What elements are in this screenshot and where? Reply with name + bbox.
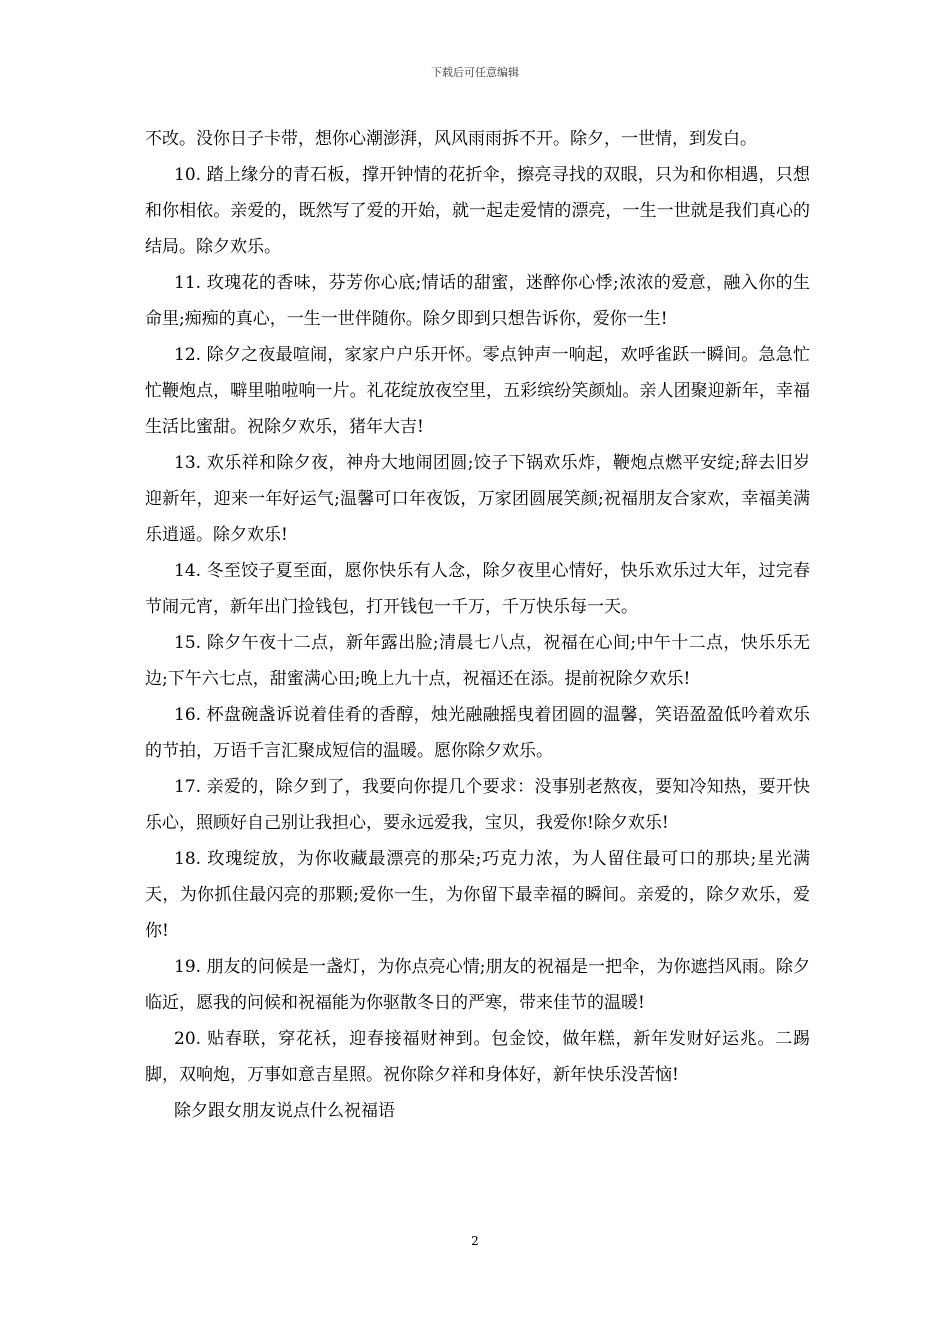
paragraph: 除夕跟女朋友说点什么祝福语 [174, 1101, 395, 1121]
paragraph: 13. 欢乐祥和除夕夜，神舟大地闹团圆;饺子下锅欢乐炸，鞭炮点燃平安绽;辞去旧岁迎新年，迎来一年好运气;温馨可口年夜饭，万家团圆展笑颜;祝福朋友合家欢，幸福美满乐逍遥。除夕欢乐! [145, 453, 810, 545]
paragraph: 17. 亲爱的，除夕到了，我要向你提几个要求：没事别老熬夜，要知冷知热，要开快乐心，照顾好自己别让我担心，要永远爱我，宝贝，我爱你!除夕欢乐! [145, 777, 810, 833]
page-number: 2 [471, 1234, 479, 1248]
paragraph: 12. 除夕之夜最喧闹，家家户户乐开怀。零点钟声一响起，欢呼雀跃一瞬间。急急忙忙鞭炮点，噼里啪啦响一片。礼花绽放夜空里，五彩缤纷笑颜灿。亲人团聚迎新年，幸福生活比蜜甜。祝除夕欢乐，猪年大吉! [145, 345, 810, 437]
paragraph: 19. 朋友的问候是一盏灯，为你点亮心情;朋友的祝福是一把伞，为你遮挡风雨。除夕临近，愿我的问候和祝福能为你驱散冬日的严寒，带来佳节的温暖! [145, 957, 810, 1013]
paragraph: 20. 贴春联，穿花袄，迎春接福财神到。包金饺，做年糕，新年发财好运兆。二踢脚，双响炮，万事如意吉星照。祝你除夕祥和身体好，新年快乐没苦恼! [145, 1029, 810, 1085]
paragraph: 15. 除夕午夜十二点，新年露出脸;清晨七八点，祝福在心间;中午十二点，快乐乐无边;下午六七点，甜蜜满心田;晚上九十点，祝福还在添。提前祝除夕欢乐! [145, 633, 810, 689]
paragraph: 14. 冬至饺子夏至面，愿你快乐有人念，除夕夜里心情好，快乐欢乐过大年，过完春节闹元宵，新年出门捡钱包，打开钱包一千万，千万快乐每一天。 [145, 561, 810, 617]
paragraph: 不改。没你日子卡带，想你心潮澎湃，风风雨雨拆不开。除夕，一世情，到发白。 [145, 129, 757, 149]
paragraph: 18. 玫瑰绽放，为你收藏最漂亮的那朵;巧克力浓，为人留住最可口的那块;星光满天，为你抓住最闪亮的那颗;爱你一生，为你留下最幸福的瞬间。亲爱的，除夕欢乐，爱你! [145, 849, 810, 941]
paragraph: 10. 踏上缘分的青石板，撑开钟情的花折伞，擦亮寻找的双眼，只为和你相遇，只想和你相依。亲爱的，既然写了爱的开始，就一起走爱情的漂亮，一生一世就是我们真心的结局。除夕欢乐。 [145, 165, 810, 257]
paragraph: 16. 杯盘碗盏诉说着佳肴的香醇，烛光融融摇曳着团圆的温馨，笑语盈盈低吟着欢乐的节拍，万语千言汇聚成短信的温暖。愿你除夕欢乐。 [145, 705, 810, 761]
paragraph: 11. 玫瑰花的香味，芬芳你心底;情话的甜蜜，迷醉你心悸;浓浓的爱意，融入你的生命里;痴痴的真心，一生一世伴随你。除夕即到只想告诉你，爱你一生! [145, 273, 810, 329]
document-body [145, 121, 810, 1129]
page-header: 下载后可任意编辑 [431, 66, 519, 79]
